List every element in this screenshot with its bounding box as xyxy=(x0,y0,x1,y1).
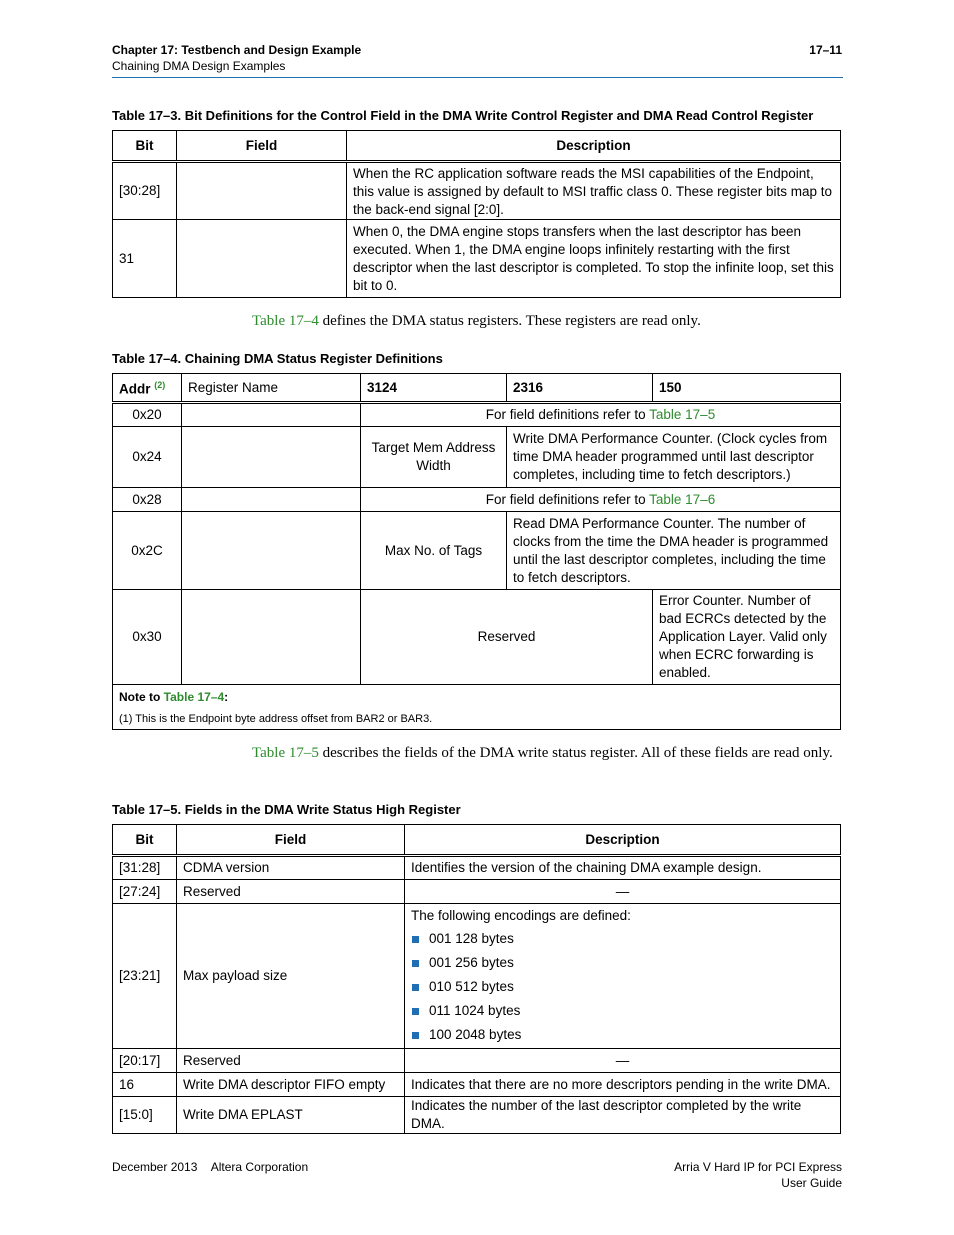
table-row xyxy=(113,220,841,298)
table-row xyxy=(113,590,841,685)
table5-desc-cell xyxy=(405,904,841,1049)
table5-bit-cell: [20:17] xyxy=(113,1049,177,1073)
table5 xyxy=(112,824,841,1134)
addr-cell: 0x28 xyxy=(113,488,182,512)
table5-bit-cell: [31:28] xyxy=(113,856,177,880)
table3 xyxy=(112,130,841,298)
note-table4-link[interactable]: Table 17–4 xyxy=(163,690,225,704)
table5-bit-cell: 16 xyxy=(113,1073,177,1097)
table5-header-description: Description xyxy=(405,825,841,856)
table5-bit-cell: [27:24] xyxy=(113,880,177,904)
bits-23-0-cell: Read DMA Performance Counter. The number of clocks from the time the DMA header is programmed until the last descriptor completes, including the time to fetch descriptors. xyxy=(507,512,841,590)
list-item: 001 256 bytes xyxy=(411,951,834,975)
bits-31-24-cell: Target Mem Address Width xyxy=(361,427,507,488)
bullet-icon xyxy=(412,936,419,943)
table4-header-bits-15-0: 150 xyxy=(653,374,841,403)
header-rule xyxy=(112,77,843,78)
field-reference-cell: For field definitions refer to Table 17–6 xyxy=(361,488,841,512)
field-reference-cell: For field definitions refer to Table 17–5 xyxy=(361,403,841,427)
table5-desc-cell: Indicates the number of the last descriptor completed by the write DMA. xyxy=(405,1097,841,1134)
list-item: 001 128 bytes xyxy=(411,927,834,951)
table4-caption: Table 17–4. Chaining DMA Status Register Definitions xyxy=(112,351,443,366)
table5-field-cell: Write DMA descriptor FIFO empty xyxy=(177,1073,405,1097)
paragraph-table4-intro: Table 17–4 defines the DMA status registers. These registers are read only. xyxy=(252,313,701,329)
table-row xyxy=(113,403,841,427)
table5-caption: Table 17–5. Fields in the DMA Write Status High Register xyxy=(112,802,461,817)
bullet-icon xyxy=(412,1032,419,1039)
table5-header-field: Field xyxy=(177,825,405,856)
table5-field-cell: Reserved xyxy=(177,1049,405,1073)
table5-field-cell: Write DMA EPLAST xyxy=(177,1097,405,1134)
table5-bit-cell: [23:21] xyxy=(113,904,177,1049)
table-row xyxy=(113,427,841,488)
table5-field-cell: CDMA version xyxy=(177,856,405,880)
table5-link[interactable]: Table 17–5 xyxy=(252,745,319,761)
table5-header-bit: Bit xyxy=(113,825,177,856)
table3-bit-cell: [30:28] xyxy=(113,162,177,220)
register-name-cell xyxy=(182,488,361,512)
chapter-title: Chapter 17: Testbench and Design Example xyxy=(112,43,362,57)
table3-header-bit: Bit xyxy=(113,131,177,162)
table3-field-cell xyxy=(177,220,347,298)
register-name-cell xyxy=(182,403,361,427)
table-row xyxy=(113,856,841,880)
footer-doc-type: User Guide xyxy=(781,1176,842,1190)
table3-desc-cell: When 0, the DMA engine stops transfers when the last descriptor has been executed. When 1, the DMA engine loops infinitely restarting with the first descriptor when the last descriptor is completed. To stop the infinite loop, set this bit to 0. xyxy=(347,220,841,298)
bits-23-0-cell: Write DMA Performance Counter. (Clock cycles from time DMA header programmed until last descriptor completes, including time to fetch descriptors.) xyxy=(507,427,841,488)
bits-15-0-cell: Error Counter. Number of bad ECRCs detected by the Application Layer. Valid only when ECRC forwarding is enabled. xyxy=(653,590,841,685)
table3-bit-cell: 31 xyxy=(113,220,177,298)
table3-caption: Table 17–3. Bit Definitions for the Control Field in the DMA Write Control Register and DMA Read Control Register xyxy=(112,108,814,123)
encodings-intro: The following encodings are defined: xyxy=(411,908,631,923)
note-heading: Note to Table 17–4: xyxy=(119,690,229,704)
table5-field-cell: Reserved xyxy=(177,880,405,904)
list-item: 100 2048 bytes xyxy=(411,1023,834,1047)
addr-cell: 0x2C xyxy=(113,512,182,590)
section-title: Chaining DMA Design Examples xyxy=(112,59,286,73)
register-name-cell xyxy=(182,590,361,685)
table4-header-register-name: Register Name xyxy=(182,374,361,403)
table3-header-description: Description xyxy=(347,131,841,162)
table4-header-bits-31-24: 3124 xyxy=(361,374,507,403)
addr-cell: 0x30 xyxy=(113,590,182,685)
table-row xyxy=(113,488,841,512)
table-row xyxy=(113,904,841,1049)
list-item: 011 1024 bytes xyxy=(411,999,834,1023)
table4-notes xyxy=(113,685,841,730)
register-name-cell xyxy=(182,427,361,488)
footer-left xyxy=(112,1160,308,1175)
addr-cell: 0x20 xyxy=(113,403,182,427)
table-row xyxy=(113,1097,841,1134)
bullet-icon xyxy=(412,960,419,967)
addr-cell: 0x24 xyxy=(113,427,182,488)
footer-doc-title: Arria V Hard IP for PCI Express xyxy=(674,1160,842,1174)
paragraph-table5-intro: Table 17–5 describes the fields of the DMA write status register. All of these fields are read only. xyxy=(252,745,833,761)
table3-desc-cell: When the RC application software reads the MSI capabilities of the Endpoint, this value is assigned by default to MSI traffic class 0. These register bits map to the back-end signal [2:0]. xyxy=(347,162,841,220)
bullet-icon xyxy=(412,1008,419,1015)
footer-date: December 2013 xyxy=(112,1160,198,1174)
note-1: (1) This is the Endpoint byte address offset from BAR2 or BAR3. xyxy=(119,713,433,725)
table4-link[interactable]: Table 17–4 xyxy=(252,313,319,329)
table3-header-field: Field xyxy=(177,131,347,162)
table6-link[interactable]: Table 17–6 xyxy=(649,491,716,507)
table5-desc-cell: Indicates that there are no more descriptors pending in the write DMA. xyxy=(405,1073,841,1097)
table4 xyxy=(112,373,841,730)
table4-header-addr: Addr $^{(2)}$ xyxy=(113,374,182,403)
table5-desc-cell: Identifies the version of the chaining DMA example design. xyxy=(405,856,841,880)
table5-link[interactable]: Table 17–5 xyxy=(649,407,716,422)
table-row xyxy=(113,1049,841,1073)
addr-note-ref[interactable]: (2) xyxy=(154,380,166,391)
table5-bit-cell: [15:0] xyxy=(113,1097,177,1134)
list-item: 010 512 bytes xyxy=(411,975,834,999)
register-name-cell xyxy=(182,512,361,590)
table-row xyxy=(113,162,841,220)
table-notes-row xyxy=(113,685,841,730)
table-row xyxy=(113,880,841,904)
table3-field-cell xyxy=(177,162,347,220)
table5-desc-cell: — xyxy=(405,880,841,904)
table-row xyxy=(113,1073,841,1097)
reserved-cell: Reserved xyxy=(361,590,653,685)
table-row xyxy=(113,512,841,590)
bullet-icon xyxy=(412,984,419,991)
footer-company: Altera Corporation xyxy=(210,1160,309,1174)
table4-header-bits-23-16: 2316 xyxy=(507,374,653,403)
page-number: 17–11 xyxy=(809,43,842,57)
table5-field-cell: Max payload size xyxy=(177,904,405,1049)
bits-31-24-cell: Max No. of Tags xyxy=(361,512,507,590)
table5-desc-cell: — xyxy=(405,1049,841,1073)
